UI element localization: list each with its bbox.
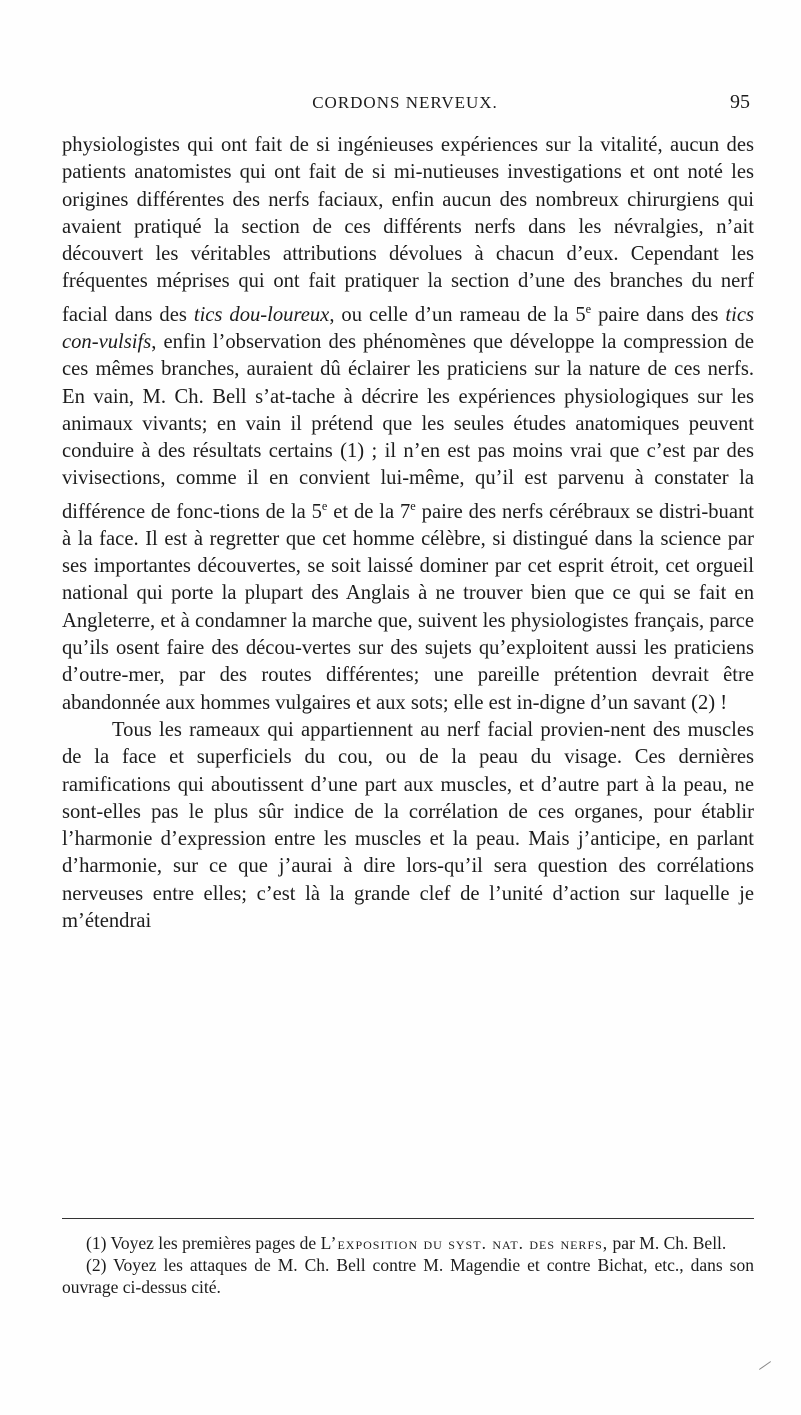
text-run: paire dans des [591,303,726,326]
footnote-separator [62,1218,754,1219]
text-run: , ou celle d’un rameau de la 5 [329,303,586,326]
stray-mark [759,1361,771,1370]
paragraph [62,132,754,717]
text-run: , enfin l’observation des phénomènes que développe la compression de ces mêmes branches, auraient dû éclairer les praticiens sur la nature de ces nerfs. En vain, M. Ch. Bell s’at-tache à décrire les expériences physiologiques sur les animaux vivants; en vain il prétend que les seules études anatomiques peuvent conduire à des résultats certains (1) ; il n’en est pas moins vrai que c’est par des vivisections, comme il en convient lui-même, qu’il est parvenu à constater la différence de fonc-tions de la 5 [62,330,754,523]
text-run: (1) Voyez les premières pages de [86,1233,321,1253]
text-run: par M. Ch. Bell. [608,1233,727,1253]
footnote [62,1232,754,1254]
text-run: physiologistes qui ont fait de si ingénieuses expériences sur la vitalité, aucun des patients anatomistes qui ont fait de si mi-nutieuses investigations et ont noté les origines différentes des nerfs faciaux, enfin aucun des nombreux chirurgiens qui avaient pratiqué la section de ces différents nerfs dans les névralgies, n’ait découvert les véritables attributions dévolues à chacun d’eux. Cependant les fréquentes méprises qui ont fait pratiquer la section d’une des branches du nerf facial dans des [62,134,754,326]
superscript: e [410,498,416,513]
footnote [62,1254,754,1298]
small-caps-title: L’exposition du syst. nat. des nerfs, [320,1233,609,1253]
italic-text: tics dou-loureux [193,303,330,326]
paragraph [62,717,754,935]
page-number: 95 [730,91,750,113]
superscript: e [585,301,592,316]
text-run: Tous les rameaux qui appartiennent au nerf facial provien-nent des muscles de la face et superficiels du cou, ou de la peau du visage. Ces dernières ramifications qui aboutissent d’une part aux muscles, et d’autre part à la peau, ne sont-elles pas le plus sûr indice de la corrélation de ces organes, pour établir l’harmonie d’expression entre les muscles et la peau. Mais j’anticipe, en parlant d’harmonie, sur ce que j’aurai à dire lors-qu’il sera question des corrélations nerveuses entre elles; c’est là la grande clef de l’unité d’action sur laquelle je m’étendrai [62,718,754,933]
superscript: e [321,498,328,513]
text-run: (2) Voyez les attaques de M. Ch. Bell contre M. Magendie et contre Bichat, etc., dans son ouvrage ci-dessus cité. [62,1255,754,1297]
text-run: et de la 7 [327,500,411,523]
body-text [62,132,754,935]
text-run: paire des nerfs cérébraux se distri-buant à la face. Il est à regretter que cet homme célèbre, si distingué dans la science par ses importantes découvertes, se soit laissé dominer par cet esprit étroit, cet orgueil national qui porte la plupart des Anglais à ne trouver bien que ce qui se fait en Angleterre, et à condamner la marche que, suivent les physiologistes français, parce qu’ils osent faire des décou-vertes sur des sujets qu’exploitent aussi les praticiens d’outre-mer, par des routes différentes; une pareille prétention devrait être abandonnée aux hommes vulgaires et aux sots; elle est in-digne d’un savant (2) ! [62,500,754,714]
italic-text: tics con-vulsifs [62,303,755,353]
page-header [60,93,750,123]
running-head: CORDONS NERVEUX. [312,93,498,112]
footnotes [62,1232,754,1298]
